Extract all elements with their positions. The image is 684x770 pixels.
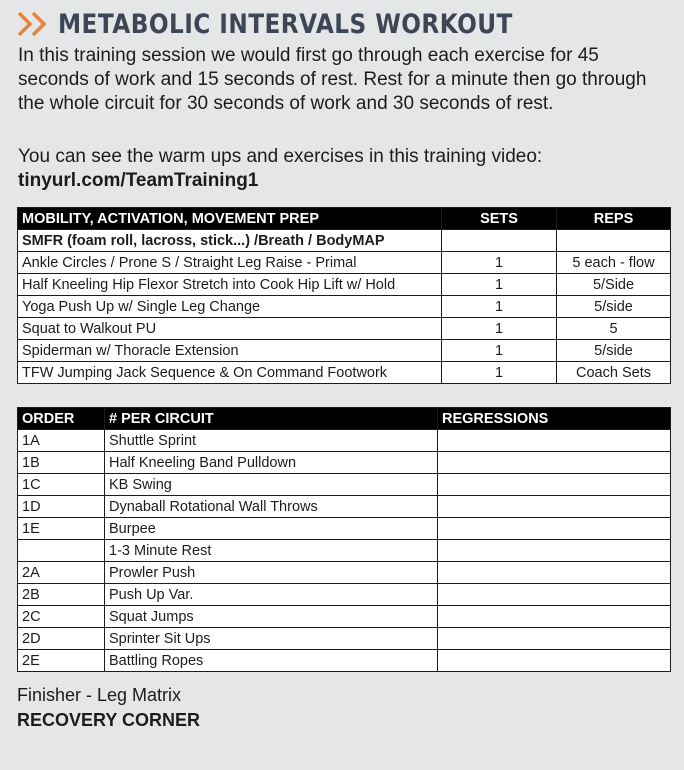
exercise-cell: Spiderman w/ Thoracle Extension — [18, 340, 442, 362]
reps-cell — [557, 230, 671, 252]
reps-cell: 5/Side — [557, 274, 671, 296]
sets-cell — [442, 230, 557, 252]
table-row — [18, 452, 671, 474]
order-cell: 2E — [18, 650, 105, 672]
table-row — [18, 362, 671, 384]
exercise-cell: KB Swing — [105, 474, 438, 496]
recovery-heading: RECOVERY CORNER — [17, 710, 201, 730]
table-row — [18, 540, 671, 562]
exercise-cell: Ankle Circles / Prone S / Straight Leg Raise - Primal — [18, 252, 442, 274]
reps-cell: 5/side — [557, 296, 671, 318]
table-row — [18, 606, 671, 628]
exercise-cell: TFW Jumping Jack Sequence & On Command Footwork — [18, 362, 442, 384]
order-cell: 1E — [18, 518, 105, 540]
table-row — [18, 274, 671, 296]
exercise-cell: Sprinter Sit Ups — [105, 628, 438, 650]
page-title: METABOLIC INTERVALS WORKOUT — [58, 8, 513, 40]
table-row — [18, 318, 671, 340]
regression-cell — [438, 452, 671, 474]
video-text: You can see the warm ups and exercises in this training video: — [18, 146, 543, 167]
order-cell: 1C — [18, 474, 105, 496]
exercise-cell: Push Up Var. — [105, 584, 438, 606]
regression-cell — [438, 606, 671, 628]
order-cell: 2D — [18, 628, 105, 650]
order-cell: 1B — [18, 452, 105, 474]
video-link[interactable]: tinyurl.com/TeamTraining1 — [18, 170, 259, 191]
table-row — [18, 584, 671, 606]
reps-cell: 5 each - flow — [557, 252, 671, 274]
exercise-cell: Yoga Push Up w/ Single Leg Change — [18, 296, 442, 318]
sets-cell: 1 — [442, 252, 557, 274]
mobility-table — [17, 207, 671, 384]
exercise-cell: Dynaball Rotational Wall Throws — [105, 496, 438, 518]
regression-cell — [438, 430, 671, 452]
double-chevron-icon — [16, 9, 52, 39]
column-header-exercise: # PER CIRCUIT — [105, 408, 438, 430]
exercise-cell: Squat to Walkout PU — [18, 318, 442, 340]
table-row — [18, 340, 671, 362]
intro-text: In this training session we would first go through each exercise for 45 seconds of work and 15 seconds of rest. Rest for a minute then go through the whole circuit for 30 seconds of work and 30 seconds of rest. — [18, 45, 647, 114]
order-cell — [18, 540, 105, 562]
table-row — [18, 562, 671, 584]
regression-cell — [438, 584, 671, 606]
reps-cell: Coach Sets — [557, 362, 671, 384]
order-cell: 2B — [18, 584, 105, 606]
sets-cell: 1 — [442, 318, 557, 340]
circuit-table — [17, 407, 671, 672]
exercise-cell: 1-3 Minute Rest — [105, 540, 438, 562]
table-header-row — [18, 408, 671, 430]
regression-cell — [438, 650, 671, 672]
exercise-cell: Battling Ropes — [105, 650, 438, 672]
finisher-text: Finisher - Leg Matrix — [17, 685, 182, 705]
exercise-cell: Half Kneeling Band Pulldown — [105, 452, 438, 474]
column-header-reps: REPS — [557, 208, 671, 230]
exercise-cell: Shuttle Sprint — [105, 430, 438, 452]
table-row — [18, 628, 671, 650]
table-row — [18, 430, 671, 452]
page-header — [16, 6, 587, 42]
exercise-cell: Prowler Push — [105, 562, 438, 584]
column-header-exercise: MOBILITY, ACTIVATION, MOVEMENT PREP — [18, 208, 442, 230]
regression-cell — [438, 496, 671, 518]
reps-cell: 5/side — [557, 340, 671, 362]
table-row — [18, 518, 671, 540]
column-header-order: ORDER — [18, 408, 105, 430]
exercise-cell: Squat Jumps — [105, 606, 438, 628]
regression-cell — [438, 562, 671, 584]
order-cell: 1A — [18, 430, 105, 452]
table-row — [18, 650, 671, 672]
regression-cell — [438, 474, 671, 496]
regression-cell — [438, 628, 671, 650]
sets-cell: 1 — [442, 296, 557, 318]
table-row — [18, 252, 671, 274]
sets-cell: 1 — [442, 274, 557, 296]
sets-cell: 1 — [442, 340, 557, 362]
exercise-cell: Burpee — [105, 518, 438, 540]
exercise-cell: Half Kneeling Hip Flexor Stretch into Cook Hip Lift w/ Hold — [18, 274, 442, 296]
regression-cell — [438, 540, 671, 562]
order-cell: 2C — [18, 606, 105, 628]
column-header-regressions: REGRESSIONS — [438, 408, 671, 430]
sets-cell: 1 — [442, 362, 557, 384]
table-row — [18, 474, 671, 496]
order-cell: 2A — [18, 562, 105, 584]
column-header-sets: SETS — [442, 208, 557, 230]
order-cell: 1D — [18, 496, 105, 518]
exercise-cell: SMFR (foam roll, lacross, stick...) /Breath / BodyMAP — [18, 230, 442, 252]
table-header-row — [18, 208, 671, 230]
reps-cell: 5 — [557, 318, 671, 340]
table-row — [18, 296, 671, 318]
table-row — [18, 230, 671, 252]
regression-cell — [438, 518, 671, 540]
table-row — [18, 496, 671, 518]
